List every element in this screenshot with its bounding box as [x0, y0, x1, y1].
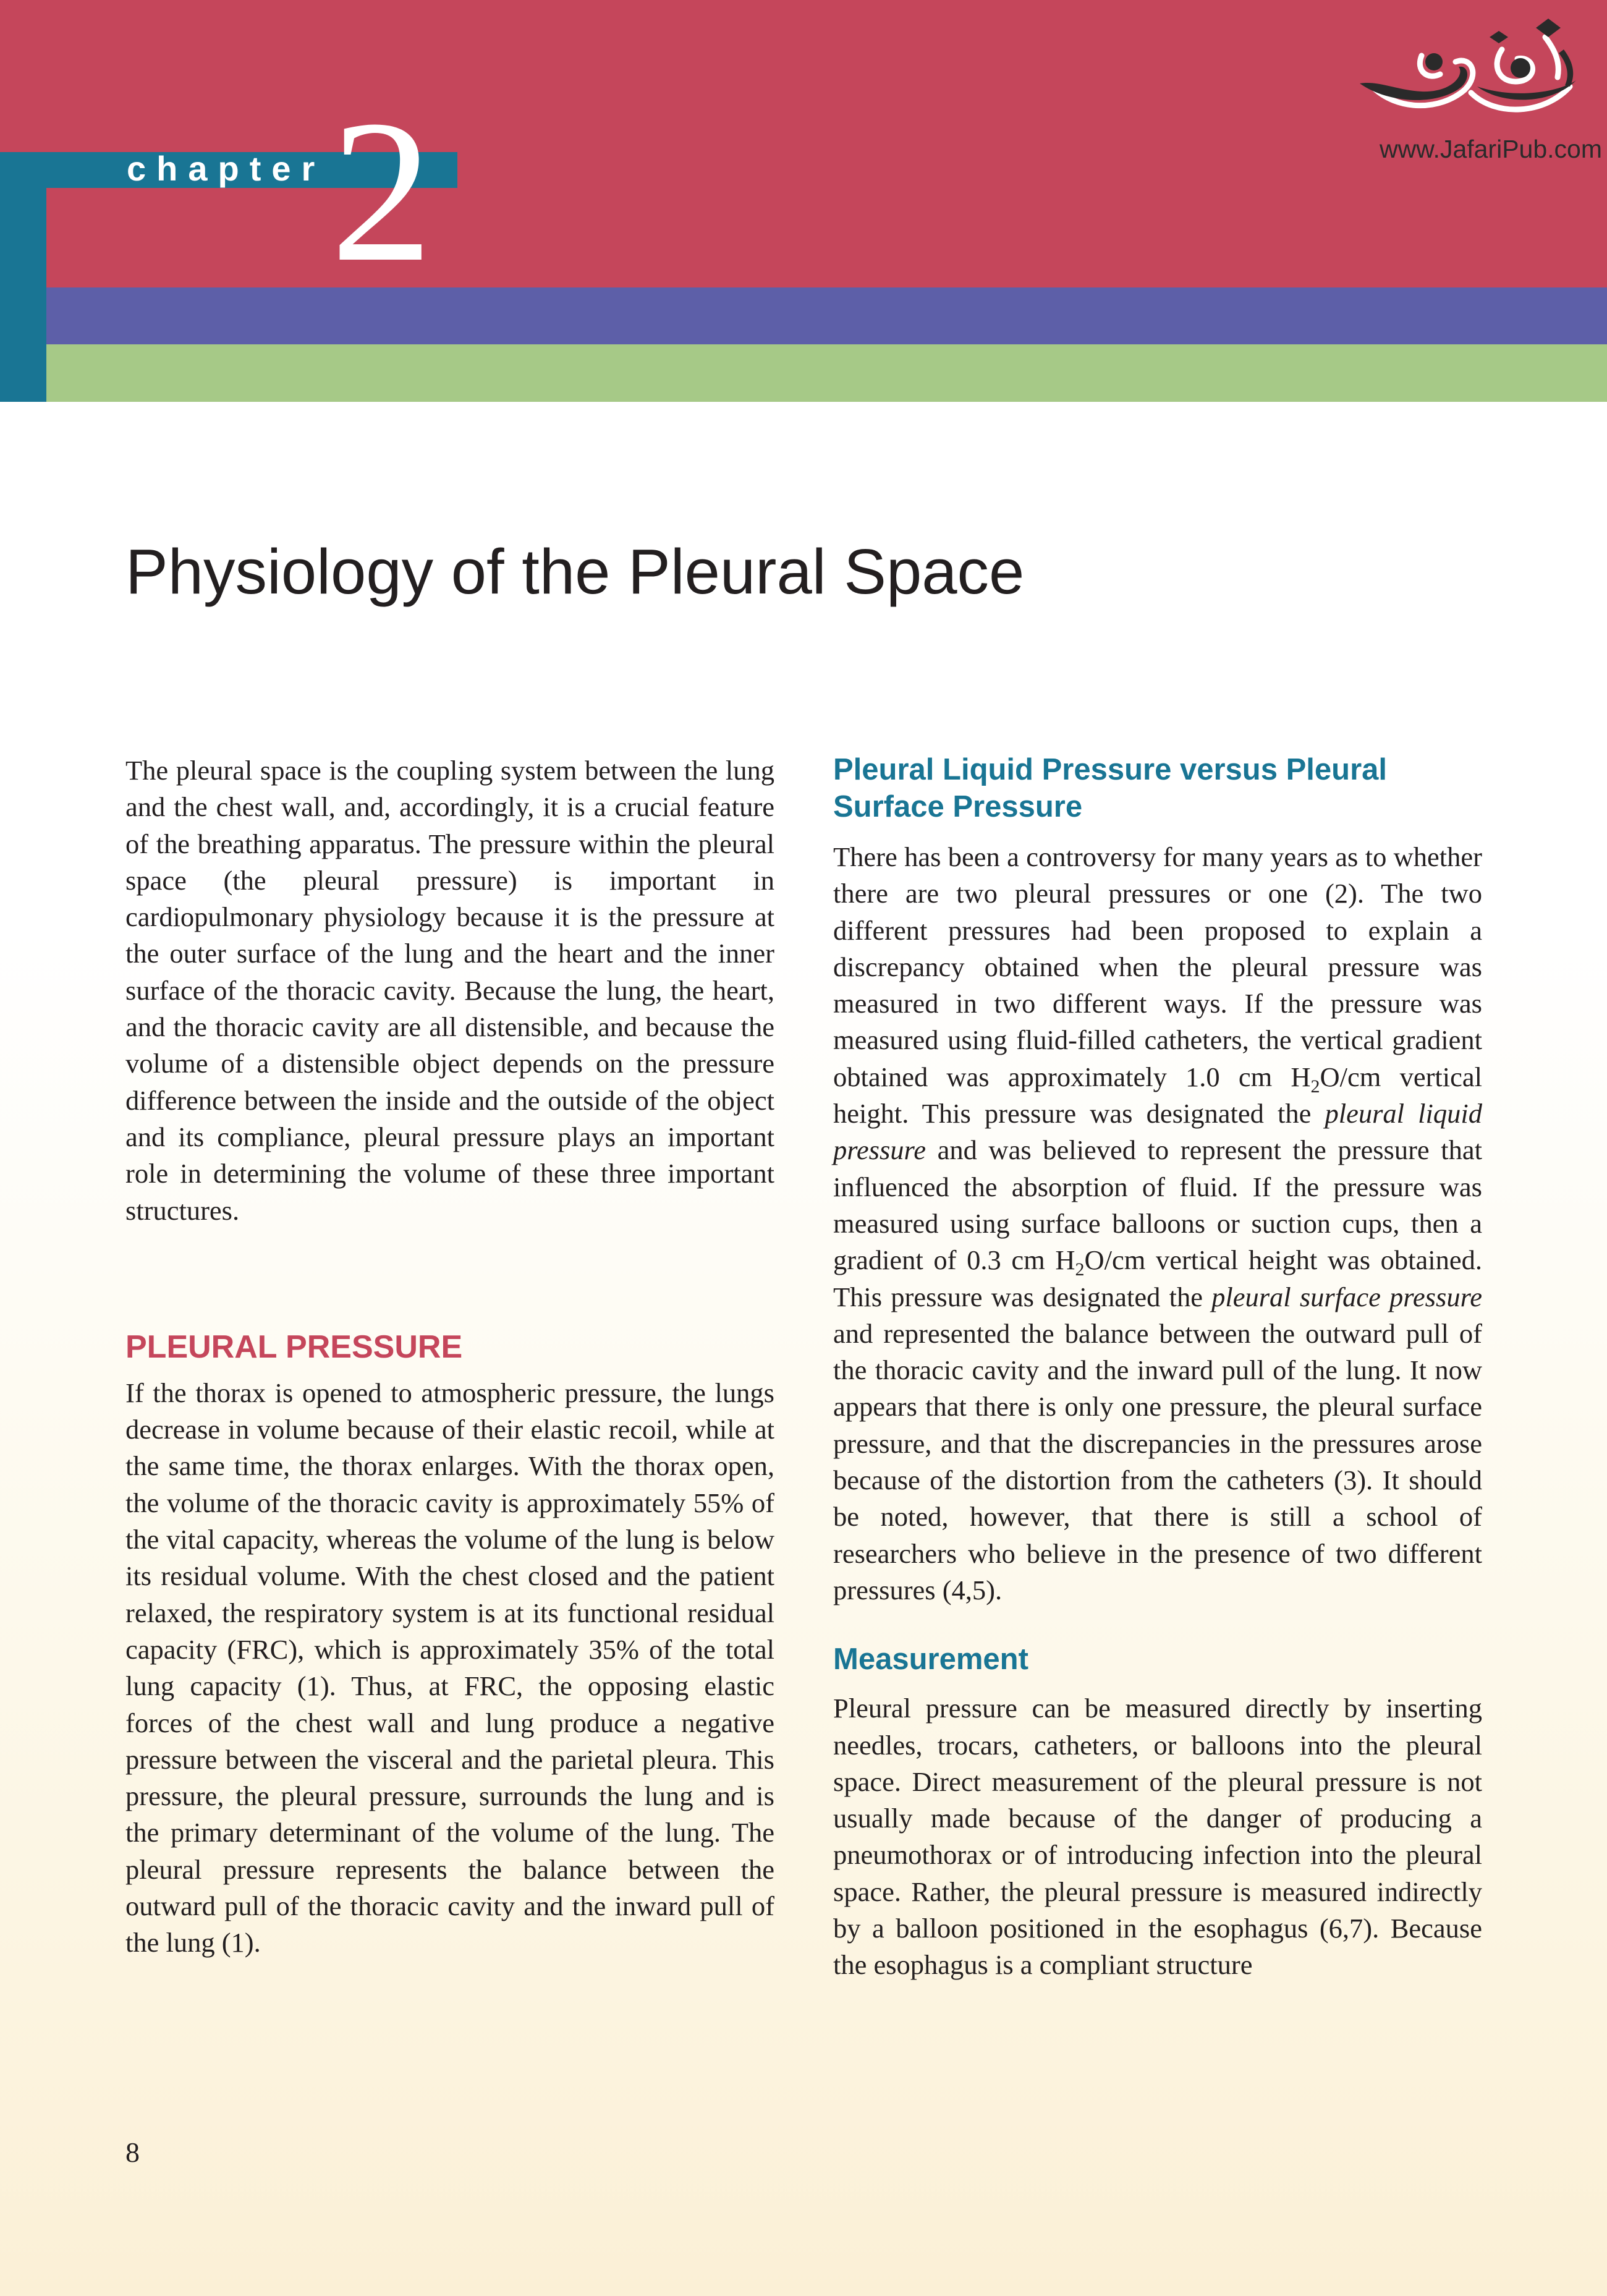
publisher-url: www.JafariPub.com: [1379, 135, 1602, 163]
subscript: 2: [1310, 1076, 1320, 1097]
subheading-liquid-vs-surface: Pleural Liquid Pressure versus Pleural Surface Pressure: [833, 753, 1387, 823]
section-heading-pleural-pressure: PLEURAL PRESSURE: [125, 1329, 463, 1365]
measurement-paragraph: Pleural pressure can be measured directly by inserting needles, trocars, catheters, or balloons into the pleural space. Direct measurement of the pleural pressure is not usually made because of the danger of producing a pneumothorax or of introducing infection into the pleural space. Rather, the pleural pressure is measured indirectly by a balloon positioned in the esophagus (6,7). Because the esophagus is a compliant structure: [833, 1693, 1482, 1981]
text-span: and was believed to represent the pressure that influenced the absorption of fluid. If the pressure was measured using surface balloons or suction cups, then a gradient of 0.3 cm H: [833, 1134, 1482, 1276]
pleural-pressure-paragraph: If the thorax is opened to atmospheric pressure, the lungs decrease in volume because of their elastic recoil, while at the same time, the thorax enlarges. With the thorax open, the volume of the thoracic cavity is approximately 55% of the vital capacity, whereas the volume of the lung is below its residual volume. With the chest closed and the patient relaxed, the respiratory system is at its functional residual capacity (FRC), which is approximately 35% of the total lung capacity (1). Thus, at FRC, the opposing elastic forces of the chest wall and lung produce a negative pressure between the visceral and the parietal pleura. This pressure, the pleural pressure, surrounds the lung and is the primary determinant of the volume of the lung. The pleural pressure represents the balance between the outward pull of the thoracic cavity and the inward pull of the lung (1).: [125, 1377, 774, 1958]
chapter-frame-vertical: [0, 152, 46, 402]
right-column: [833, 751, 1482, 1984]
chapter-number: 2: [331, 79, 433, 304]
left-column: [125, 752, 774, 1962]
publisher-logo-icon: [1347, 12, 1595, 130]
text-span: O/cm vertical height was obtained. This pressure was designated the: [833, 1244, 1482, 1312]
page-title: Physiology of the Pleural Space: [125, 536, 1025, 607]
intro-paragraph: The pleural space is the coupling system between the lung and the chest wall, and, accordingly, it is a crucial feature of the breathing apparatus. The pressure within the pleural space (the pleural pressure) is important in cardiopulmonary physiology because it is the pressure at the outer surface of the lung and the heart and the inner surface of the thoracic cavity. Because the lung, the heart, and the thoracic cavity are all distensible, and because the volume of a distensible object depends on the pressure difference between the inside and the outside of the object and its compliance, pleural pressure plays an important role in determining the volume of these three important structures.: [125, 755, 774, 1226]
liquid-vs-surface-paragraph: [833, 839, 1482, 1609]
subheading-measurement: Measurement: [833, 1643, 1028, 1677]
subscript: 2: [1075, 1259, 1085, 1280]
term-pleural-surface-pressure: pleural surface pressure: [1211, 1281, 1482, 1312]
chapter-label: chapter: [127, 149, 326, 188]
text-span: O/cm vertical height. This pressure was designated the: [833, 1061, 1482, 1129]
header-band-green: [0, 344, 1607, 402]
publisher-logo: [1323, 0, 1607, 173]
page-number: 8: [125, 2137, 140, 2168]
header-band-purple: [0, 287, 1607, 344]
term-pleural-liquid-pressure: pleural liquid pressure: [833, 1098, 1483, 1166]
text-span: and represented the balance between the outward pull of the thoracic cavity and the inward pull of the lung. It now appears that there is only one pressure, the pleural surface pressure, and that the discrepancies in the pressures arose because of the distortion from the catheters (3). It should be noted, however, that there is still a school of researchers who believe in the presence of two different pressures (4,5).: [833, 1317, 1482, 1605]
text-span: There has been a controversy for many years as to whether there are two pleural pressures or one (2). The two different pressures had been proposed to explain a discrepancy obtained when the pleural pressure was measured in two different ways. If the pressure was measured using fluid-filled catheters, the vertical gradient obtained was approximately 1.0 cm H: [833, 841, 1482, 1092]
